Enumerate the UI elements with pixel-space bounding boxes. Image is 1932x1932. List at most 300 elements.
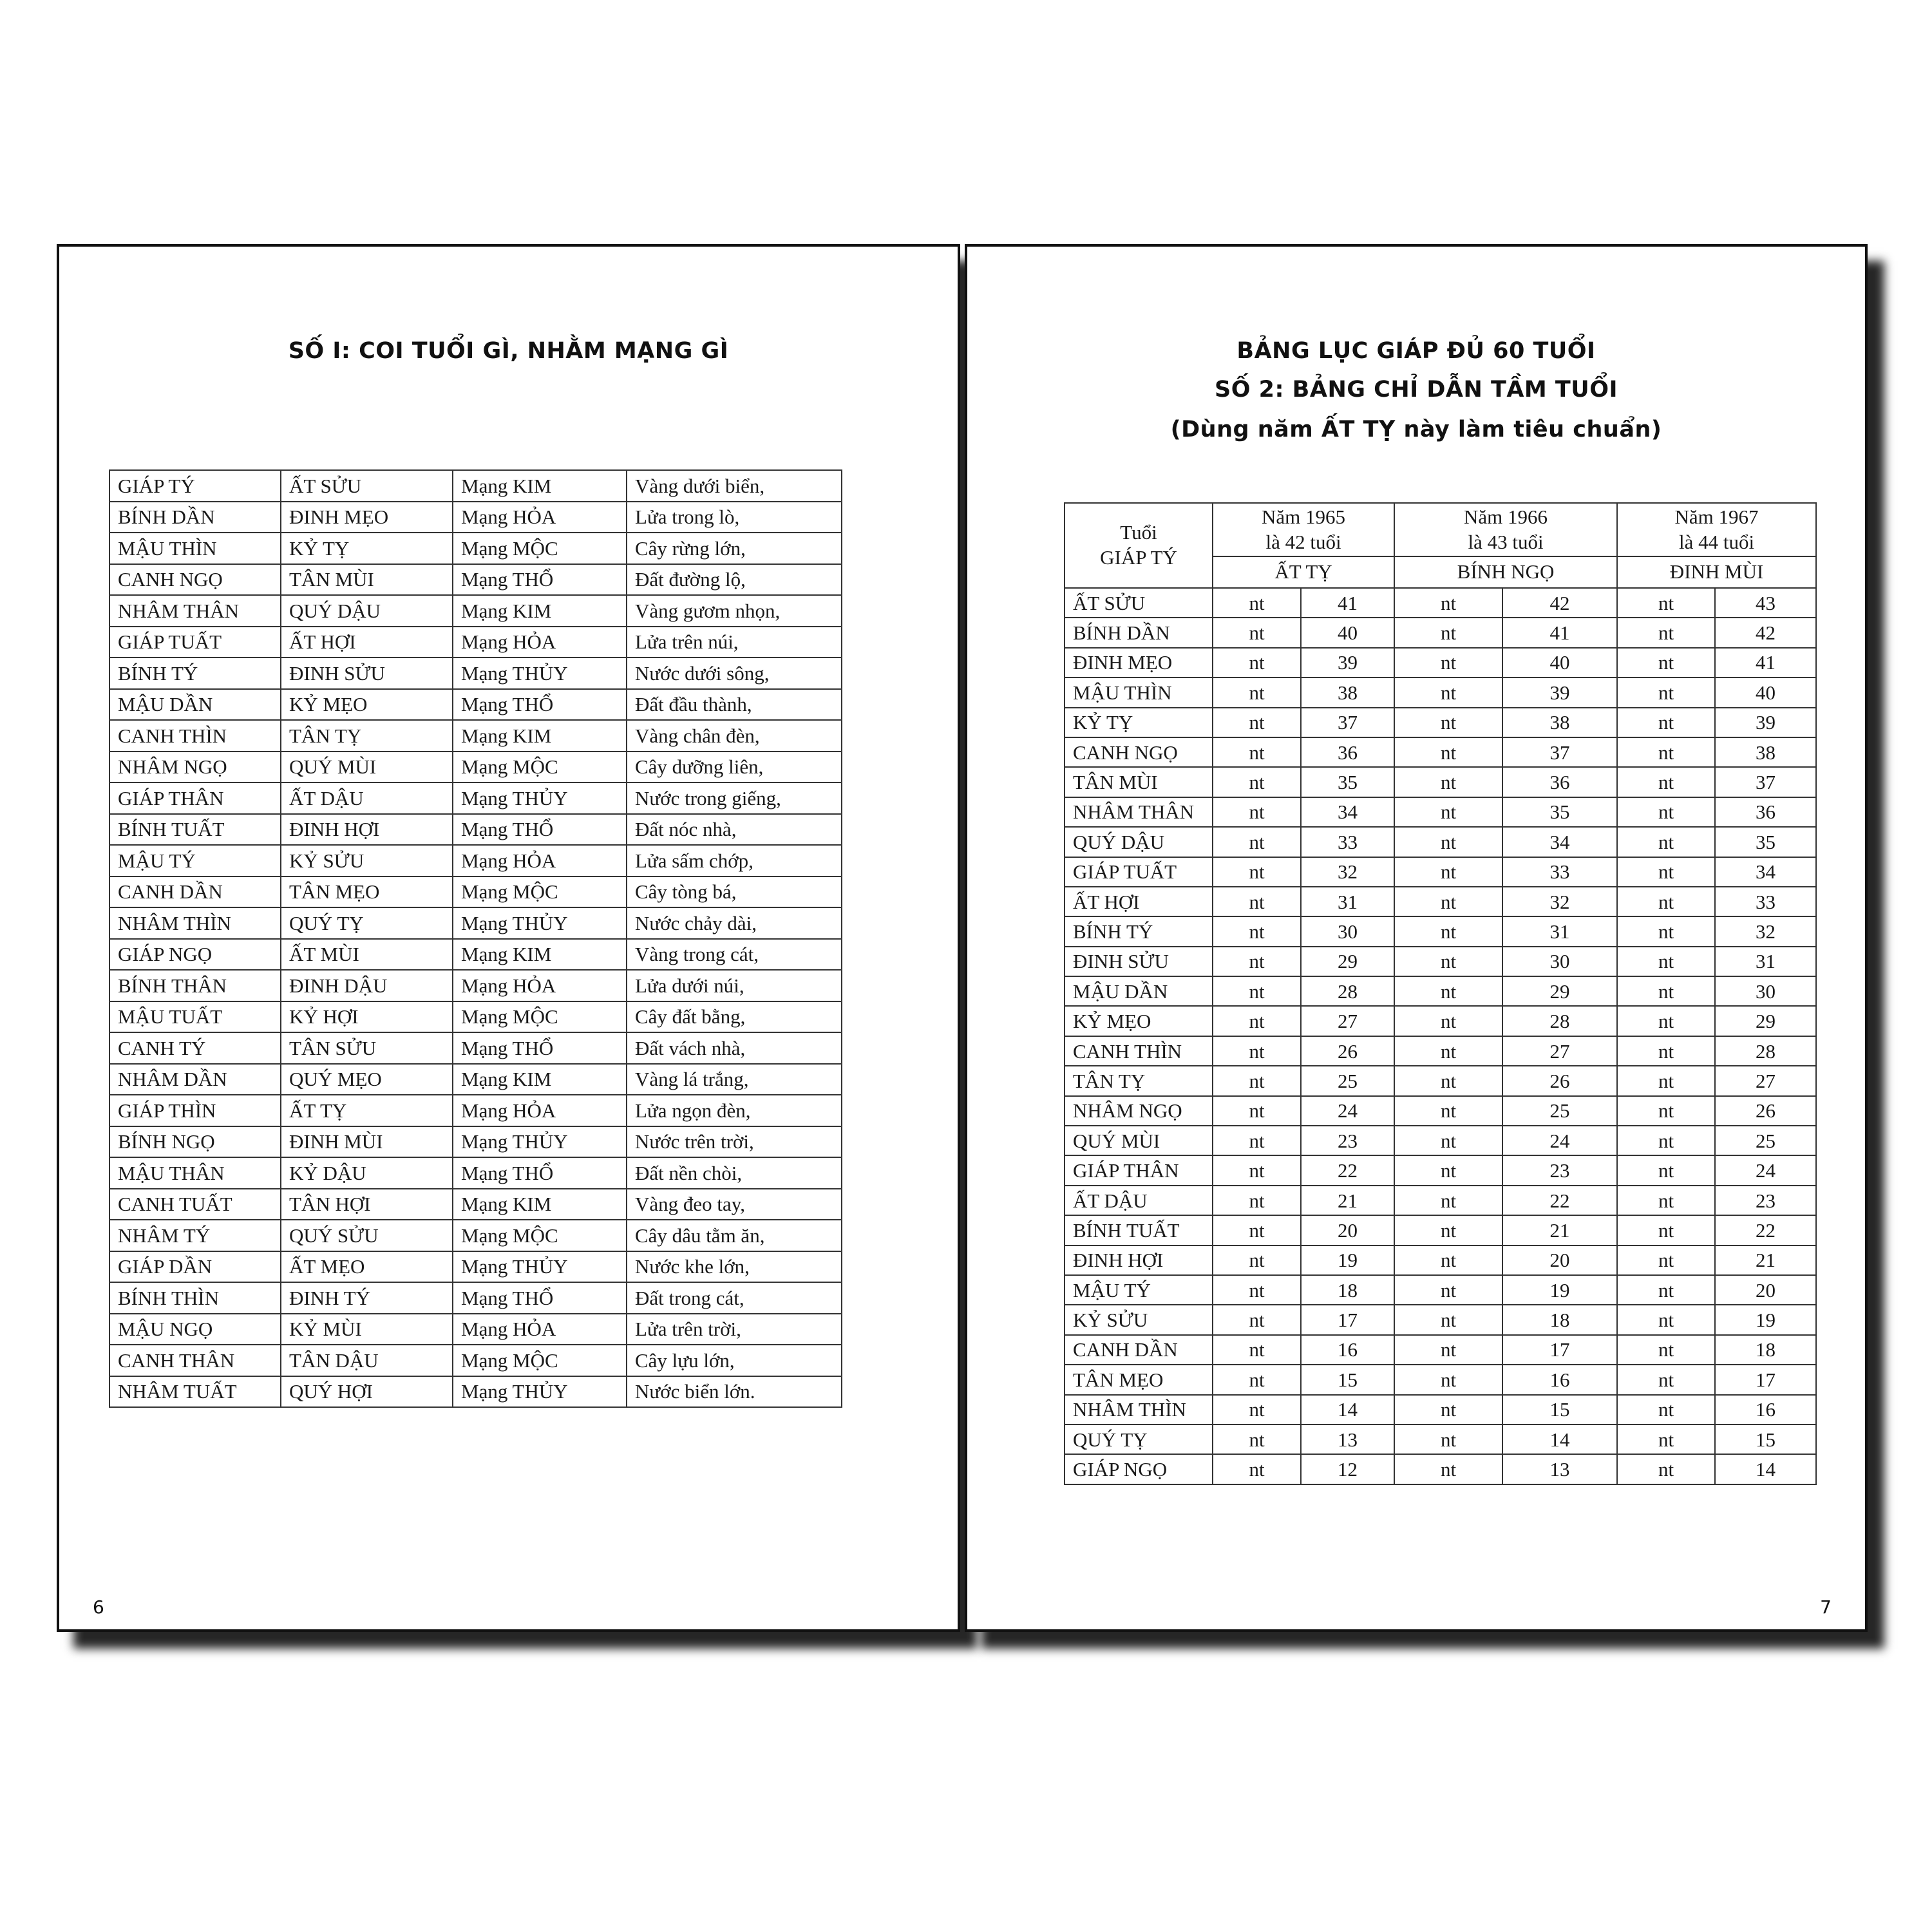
table-row — [1065, 1126, 1816, 1155]
element-description-cell: Vàng trong cát, — [627, 939, 842, 971]
name-cell: GIÁP THÂN — [1065, 1155, 1213, 1185]
age-cell: 27 — [1715, 1066, 1816, 1095]
name-cell: GIÁP NGỌ — [1065, 1454, 1213, 1484]
age-cell: 17 — [1502, 1335, 1617, 1365]
nt-cell: nt — [1213, 677, 1301, 707]
age-cell: 39 — [1301, 648, 1394, 677]
year-header — [1394, 503, 1617, 556]
element-description-cell: Cây dưỡng liên, — [627, 752, 842, 783]
table-row — [1065, 1215, 1816, 1245]
table-row — [1065, 588, 1816, 618]
nt-cell: nt — [1617, 1305, 1715, 1334]
nt-cell: nt — [1617, 1186, 1715, 1215]
element-cell: Mạng KIM — [453, 720, 627, 752]
nt-cell: nt — [1617, 767, 1715, 797]
name-cell: GIÁP TUẤT — [1065, 857, 1213, 887]
age-cell: 34 — [1715, 857, 1816, 887]
element-description-cell: Lửa trên trời, — [627, 1314, 842, 1345]
year-name-cell: CANH TUẤT — [109, 1189, 281, 1220]
nt-cell: nt — [1617, 1155, 1715, 1185]
element-cell: Mạng MỘC — [453, 533, 627, 564]
year-name-cell: MẬU THÌN — [109, 533, 281, 564]
age-cell: 40 — [1301, 618, 1394, 647]
paired-year-cell: KỶ TỴ — [281, 533, 453, 564]
table-row — [109, 502, 842, 533]
nt-cell: nt — [1617, 1096, 1715, 1126]
nt-cell: nt — [1213, 1305, 1301, 1334]
year-name-cell: BÍNH NGỌ — [109, 1126, 281, 1158]
nt-cell: nt — [1213, 1126, 1301, 1155]
age-guide-table-body — [1065, 588, 1816, 1484]
paired-year-cell: ẤT DẬU — [281, 782, 453, 814]
element-cell: Mạng THỦY — [453, 907, 627, 939]
year-name-cell: GIÁP DẦN — [109, 1251, 281, 1283]
paired-year-cell: ĐINH TÝ — [281, 1282, 453, 1314]
age-cell: 27 — [1502, 1036, 1617, 1066]
nt-cell: nt — [1617, 1036, 1715, 1066]
year-name-cell: GIÁP TUẤT — [109, 627, 281, 658]
age-cell: 36 — [1715, 797, 1816, 827]
nt-cell: nt — [1394, 1335, 1502, 1365]
nt-cell: nt — [1213, 588, 1301, 618]
table-row — [109, 939, 842, 971]
year-header — [1213, 503, 1394, 556]
age-cell: 30 — [1715, 976, 1816, 1006]
element-description-cell: Lửa trên núi, — [627, 627, 842, 658]
nt-cell: nt — [1617, 1275, 1715, 1305]
nt-cell: nt — [1213, 1245, 1301, 1275]
element-description-cell: Vàng đeo tay, — [627, 1189, 842, 1220]
name-cell: ĐINH SỬU — [1065, 947, 1213, 976]
nt-cell: nt — [1617, 737, 1715, 767]
year-label: Năm 1966 — [1464, 505, 1548, 528]
name-cell: CANH NGỌ — [1065, 737, 1213, 767]
age-cell: 39 — [1715, 708, 1816, 737]
age-cell: 31 — [1301, 887, 1394, 916]
age-cell: 24 — [1301, 1096, 1394, 1126]
age-cell: 31 — [1502, 916, 1617, 946]
element-description-cell: Cây rừng lớn, — [627, 533, 842, 564]
age-cell: 26 — [1301, 1036, 1394, 1066]
nt-cell: nt — [1617, 1395, 1715, 1425]
nt-cell: nt — [1617, 618, 1715, 647]
paired-year-cell: ẤT SỬU — [281, 470, 453, 502]
element-cell: Mạng KIM — [453, 595, 627, 627]
age-cell: 13 — [1301, 1425, 1394, 1454]
age-element-table — [109, 469, 842, 1408]
element-description-cell: Nước dưới sông, — [627, 658, 842, 689]
age-cell: 16 — [1301, 1335, 1394, 1365]
nt-cell: nt — [1394, 1245, 1502, 1275]
paired-year-cell: QUÝ HỢI — [281, 1376, 453, 1408]
age-cell: 25 — [1502, 1096, 1617, 1126]
element-description-cell: Đất nóc nhà, — [627, 814, 842, 846]
nt-cell: nt — [1617, 827, 1715, 857]
age-cell: 32 — [1502, 887, 1617, 916]
age-cell: 35 — [1502, 797, 1617, 827]
table-row — [1065, 1066, 1816, 1095]
table-row — [109, 1314, 842, 1345]
nt-cell: nt — [1617, 648, 1715, 677]
age-cell: 32 — [1301, 857, 1394, 887]
age-cell: 30 — [1502, 947, 1617, 976]
age-cell: 15 — [1502, 1395, 1617, 1425]
element-description-cell: Vàng dưới biển, — [627, 470, 842, 502]
corner-header-line1: Tuổi — [1120, 521, 1157, 544]
nt-cell: nt — [1394, 1275, 1502, 1305]
paired-year-cell: KỶ MÙI — [281, 1314, 453, 1345]
name-cell: NHÂM THÌN — [1065, 1395, 1213, 1425]
name-cell: NHÂM THÂN — [1065, 797, 1213, 827]
nt-cell: nt — [1394, 1006, 1502, 1036]
paired-year-cell: ẤT MẸO — [281, 1251, 453, 1283]
paired-year-cell: ĐINH MẸO — [281, 502, 453, 533]
element-description-cell: Đất vách nhà, — [627, 1032, 842, 1064]
age-label: là 44 tuổi — [1678, 530, 1755, 553]
nt-cell: nt — [1394, 618, 1502, 647]
nt-cell: nt — [1394, 1215, 1502, 1245]
age-cell: 34 — [1502, 827, 1617, 857]
age-element-table-body — [109, 470, 842, 1407]
age-cell: 26 — [1502, 1066, 1617, 1095]
table-row — [1065, 1275, 1816, 1305]
element-cell: Mạng HỎA — [453, 502, 627, 533]
nt-cell: nt — [1213, 1215, 1301, 1245]
nt-cell: nt — [1394, 1454, 1502, 1484]
page-number-right: 7 — [1820, 1596, 1832, 1618]
element-cell: Mạng MỘC — [453, 1220, 627, 1251]
age-cell: 29 — [1715, 1006, 1816, 1036]
element-cell: Mạng KIM — [453, 1064, 627, 1095]
age-cell: 40 — [1715, 677, 1816, 707]
paired-year-cell: QUÝ MÙI — [281, 752, 453, 783]
element-description-cell: Đất đường lộ, — [627, 564, 842, 596]
name-cell: KỶ MẸO — [1065, 1006, 1213, 1036]
age-cell: 15 — [1301, 1365, 1394, 1394]
name-cell: QUÝ DẬU — [1065, 827, 1213, 857]
year-name-cell: GIÁP NGỌ — [109, 939, 281, 971]
year-name-cell: BÍNH DẦN — [109, 502, 281, 533]
element-description-cell: Nước biển lớn. — [627, 1376, 842, 1408]
element-description-cell: Nước chảy dài, — [627, 907, 842, 939]
paired-year-cell: TÂN MẸO — [281, 876, 453, 908]
table-row — [1065, 677, 1816, 707]
nt-cell: nt — [1617, 1126, 1715, 1155]
age-cell: 21 — [1301, 1186, 1394, 1215]
age-cell: 20 — [1715, 1275, 1816, 1305]
element-cell: Mạng THỦY — [453, 1376, 627, 1408]
name-cell: QUÝ MÙI — [1065, 1126, 1213, 1155]
nt-cell: nt — [1213, 1066, 1301, 1095]
age-cell: 42 — [1502, 588, 1617, 618]
age-cell: 23 — [1301, 1126, 1394, 1155]
element-cell: Mạng KIM — [453, 1189, 627, 1220]
year-name-header: ẤT TỴ — [1213, 556, 1394, 588]
table-row — [109, 752, 842, 783]
nt-cell: nt — [1617, 976, 1715, 1006]
nt-cell: nt — [1617, 588, 1715, 618]
name-cell: TÂN TỴ — [1065, 1066, 1213, 1095]
element-cell: Mạng THỔ — [453, 564, 627, 596]
year-name-cell: MẬU NGỌ — [109, 1314, 281, 1345]
table-row — [1065, 1335, 1816, 1365]
element-cell: Mạng THỦY — [453, 1251, 627, 1283]
paired-year-cell: TÂN DẬU — [281, 1345, 453, 1376]
table-row — [109, 1001, 842, 1033]
name-cell: MẬU TÝ — [1065, 1275, 1213, 1305]
element-description-cell: Đất đầu thành, — [627, 689, 842, 721]
name-cell: ẤT SỬU — [1065, 588, 1213, 618]
table-row — [1065, 648, 1816, 677]
age-label: là 42 tuổi — [1265, 530, 1341, 553]
paired-year-cell: ĐINH DẬU — [281, 970, 453, 1001]
age-cell: 25 — [1715, 1126, 1816, 1155]
right-page-title-line1: BẢNG LỤC GIÁP ĐỦ 60 TUỔI — [1236, 338, 1596, 364]
paired-year-cell: ẤT HỢI — [281, 627, 453, 658]
element-cell: Mạng THỦY — [453, 658, 627, 689]
paired-year-cell: TÂN HỢI — [281, 1189, 453, 1220]
nt-cell: nt — [1617, 1215, 1715, 1245]
paired-year-cell: ẤT MÙI — [281, 939, 453, 971]
table-row — [109, 533, 842, 564]
nt-cell: nt — [1394, 976, 1502, 1006]
age-cell: 23 — [1502, 1155, 1617, 1185]
nt-cell: nt — [1394, 947, 1502, 976]
age-cell: 36 — [1301, 737, 1394, 767]
table-row — [109, 1157, 842, 1189]
age-cell: 24 — [1502, 1126, 1617, 1155]
name-cell: CANH THÌN — [1065, 1036, 1213, 1066]
nt-cell: nt — [1394, 708, 1502, 737]
nt-cell: nt — [1213, 1395, 1301, 1425]
element-description-cell: Lửa dưới núi, — [627, 970, 842, 1001]
year-name-cell: BÍNH TÝ — [109, 658, 281, 689]
paired-year-cell: QUÝ DẬU — [281, 595, 453, 627]
year-name-cell: CANH NGỌ — [109, 564, 281, 596]
age-cell: 17 — [1715, 1365, 1816, 1394]
nt-cell: nt — [1394, 1305, 1502, 1334]
nt-cell: nt — [1213, 618, 1301, 647]
element-cell: Mạng MỘC — [453, 1001, 627, 1033]
age-cell: 26 — [1715, 1096, 1816, 1126]
age-cell: 22 — [1502, 1186, 1617, 1215]
year-header — [1617, 503, 1816, 556]
table-row — [1065, 1096, 1816, 1126]
element-description-cell: Nước trong giếng, — [627, 782, 842, 814]
nt-cell: nt — [1213, 1425, 1301, 1454]
paired-year-cell: TÂN TỴ — [281, 720, 453, 752]
table-row — [1065, 947, 1816, 976]
age-cell: 27 — [1301, 1006, 1394, 1036]
element-cell: Mạng HỎA — [453, 970, 627, 1001]
age-cell: 23 — [1715, 1186, 1816, 1215]
element-description-cell: Cây tòng bá, — [627, 876, 842, 908]
nt-cell: nt — [1213, 737, 1301, 767]
nt-cell: nt — [1213, 767, 1301, 797]
element-description-cell: Vàng chân đèn, — [627, 720, 842, 752]
table-row — [109, 1345, 842, 1376]
nt-cell: nt — [1617, 1066, 1715, 1095]
paired-year-cell: QUÝ MẸO — [281, 1064, 453, 1095]
table-row — [109, 1189, 842, 1220]
age-cell: 19 — [1715, 1305, 1816, 1334]
nt-cell: nt — [1394, 737, 1502, 767]
nt-cell: nt — [1213, 1454, 1301, 1484]
element-cell: Mạng THỔ — [453, 1032, 627, 1064]
nt-cell: nt — [1394, 677, 1502, 707]
age-cell: 18 — [1301, 1275, 1394, 1305]
table-row — [1065, 1395, 1816, 1425]
table-row — [109, 689, 842, 721]
nt-cell: nt — [1394, 1155, 1502, 1185]
table-row — [109, 627, 842, 658]
year-name-cell: MẬU TUẤT — [109, 1001, 281, 1033]
element-cell: Mạng HỎA — [453, 1095, 627, 1126]
age-cell: 33 — [1301, 827, 1394, 857]
nt-cell: nt — [1617, 1365, 1715, 1394]
age-cell: 41 — [1301, 588, 1394, 618]
table-row — [1065, 857, 1816, 887]
element-cell: Mạng THỦY — [453, 1126, 627, 1158]
element-cell: Mạng HỎA — [453, 1314, 627, 1345]
nt-cell: nt — [1617, 1245, 1715, 1275]
nt-cell: nt — [1394, 1066, 1502, 1095]
nt-cell: nt — [1617, 1335, 1715, 1365]
paired-year-cell: TÂN MÙI — [281, 564, 453, 596]
age-cell: 14 — [1502, 1425, 1617, 1454]
nt-cell: nt — [1213, 887, 1301, 916]
element-description-cell: Cây đất bằng, — [627, 1001, 842, 1033]
age-cell: 29 — [1502, 976, 1617, 1006]
table-row — [1065, 916, 1816, 946]
nt-cell: nt — [1617, 916, 1715, 946]
year-name-cell: CANH TÝ — [109, 1032, 281, 1064]
table-row — [1065, 1305, 1816, 1334]
element-cell: Mạng HỎA — [453, 845, 627, 876]
nt-cell: nt — [1394, 767, 1502, 797]
nt-cell: nt — [1394, 588, 1502, 618]
corner-header — [1065, 503, 1213, 588]
age-cell: 34 — [1301, 797, 1394, 827]
right-page-title-line2: SỐ 2: BẢNG CHỈ DẪN TẦM TUỔI — [1215, 377, 1618, 402]
name-cell: ẤT HỢI — [1065, 887, 1213, 916]
element-cell: Mạng KIM — [453, 470, 627, 502]
year-name-cell: GIÁP THÌN — [109, 1095, 281, 1126]
element-cell: Mạng THỔ — [453, 689, 627, 721]
age-cell: 21 — [1502, 1215, 1617, 1245]
nt-cell: nt — [1213, 1036, 1301, 1066]
table-row — [109, 970, 842, 1001]
age-cell: 20 — [1502, 1245, 1617, 1275]
name-cell: KỶ SỬU — [1065, 1305, 1213, 1334]
year-name-cell: BÍNH THÌN — [109, 1282, 281, 1314]
nt-cell: nt — [1213, 1155, 1301, 1185]
age-label: là 43 tuổi — [1468, 530, 1544, 553]
age-cell: 19 — [1301, 1245, 1394, 1275]
table-row — [109, 1126, 842, 1158]
age-cell: 28 — [1502, 1006, 1617, 1036]
age-cell: 33 — [1502, 857, 1617, 887]
table-row — [1065, 1425, 1816, 1454]
age-cell: 16 — [1502, 1365, 1617, 1394]
age-cell: 40 — [1502, 648, 1617, 677]
name-cell: BÍNH TÝ — [1065, 916, 1213, 946]
nt-cell: nt — [1213, 648, 1301, 677]
nt-cell: nt — [1617, 887, 1715, 916]
table-row — [1065, 708, 1816, 737]
table-row — [109, 1032, 842, 1064]
nt-cell: nt — [1394, 1126, 1502, 1155]
name-cell: ẤT DẬU — [1065, 1186, 1213, 1215]
table-row — [109, 1282, 842, 1314]
year-name-cell: CANH THÌN — [109, 720, 281, 752]
age-cell: 20 — [1301, 1215, 1394, 1245]
element-description-cell: Vàng lá trắng, — [627, 1064, 842, 1095]
age-cell: 35 — [1301, 767, 1394, 797]
table-row — [109, 1251, 842, 1283]
age-cell: 43 — [1715, 588, 1816, 618]
age-cell: 39 — [1502, 677, 1617, 707]
table-row — [109, 658, 842, 689]
nt-cell: nt — [1394, 648, 1502, 677]
nt-cell: nt — [1394, 857, 1502, 887]
nt-cell: nt — [1394, 916, 1502, 946]
age-cell: 41 — [1502, 618, 1617, 647]
element-description-cell: Nước trên trời, — [627, 1126, 842, 1158]
table-row — [1065, 1155, 1816, 1185]
name-cell: BÍNH TUẤT — [1065, 1215, 1213, 1245]
table-row — [109, 1095, 842, 1126]
table-row — [1065, 1006, 1816, 1036]
year-name-cell: NHÂM DẦN — [109, 1064, 281, 1095]
nt-cell: nt — [1394, 1186, 1502, 1215]
age-cell: 13 — [1502, 1454, 1617, 1484]
element-description-cell: Cây lựu lớn, — [627, 1345, 842, 1376]
table-row — [109, 845, 842, 876]
nt-cell: nt — [1213, 857, 1301, 887]
age-cell: 19 — [1502, 1275, 1617, 1305]
table-row — [109, 814, 842, 846]
nt-cell: nt — [1213, 976, 1301, 1006]
nt-cell: nt — [1617, 1006, 1715, 1036]
age-cell: 30 — [1301, 916, 1394, 946]
element-description-cell: Lửa sấm chớp, — [627, 845, 842, 876]
element-description-cell: Nước khe lớn, — [627, 1251, 842, 1283]
table-row — [1065, 1365, 1816, 1394]
year-name-cell: BÍNH THÂN — [109, 970, 281, 1001]
age-cell: 38 — [1301, 677, 1394, 707]
age-cell: 28 — [1301, 976, 1394, 1006]
element-cell: Mạng THỔ — [453, 814, 627, 846]
left-page-title: SỐ I: COI TUỔI GÌ, NHẰM MẠNG GÌ — [288, 338, 729, 364]
paired-year-cell: QUÝ SỬU — [281, 1220, 453, 1251]
table-row — [1065, 887, 1816, 916]
age-cell: 24 — [1715, 1155, 1816, 1185]
nt-cell: nt — [1394, 1395, 1502, 1425]
element-cell: Mạng HỎA — [453, 627, 627, 658]
table-row — [109, 595, 842, 627]
table-row — [1065, 737, 1816, 767]
age-cell: 22 — [1715, 1215, 1816, 1245]
year-name-cell: CANH THÂN — [109, 1345, 281, 1376]
name-cell: TÂN MẸO — [1065, 1365, 1213, 1394]
nt-cell: nt — [1394, 1036, 1502, 1066]
nt-cell: nt — [1617, 1425, 1715, 1454]
age-cell: 33 — [1715, 887, 1816, 916]
name-cell: KỶ TỴ — [1065, 708, 1213, 737]
name-cell: NHÂM NGỌ — [1065, 1096, 1213, 1126]
left-page — [57, 244, 960, 1632]
